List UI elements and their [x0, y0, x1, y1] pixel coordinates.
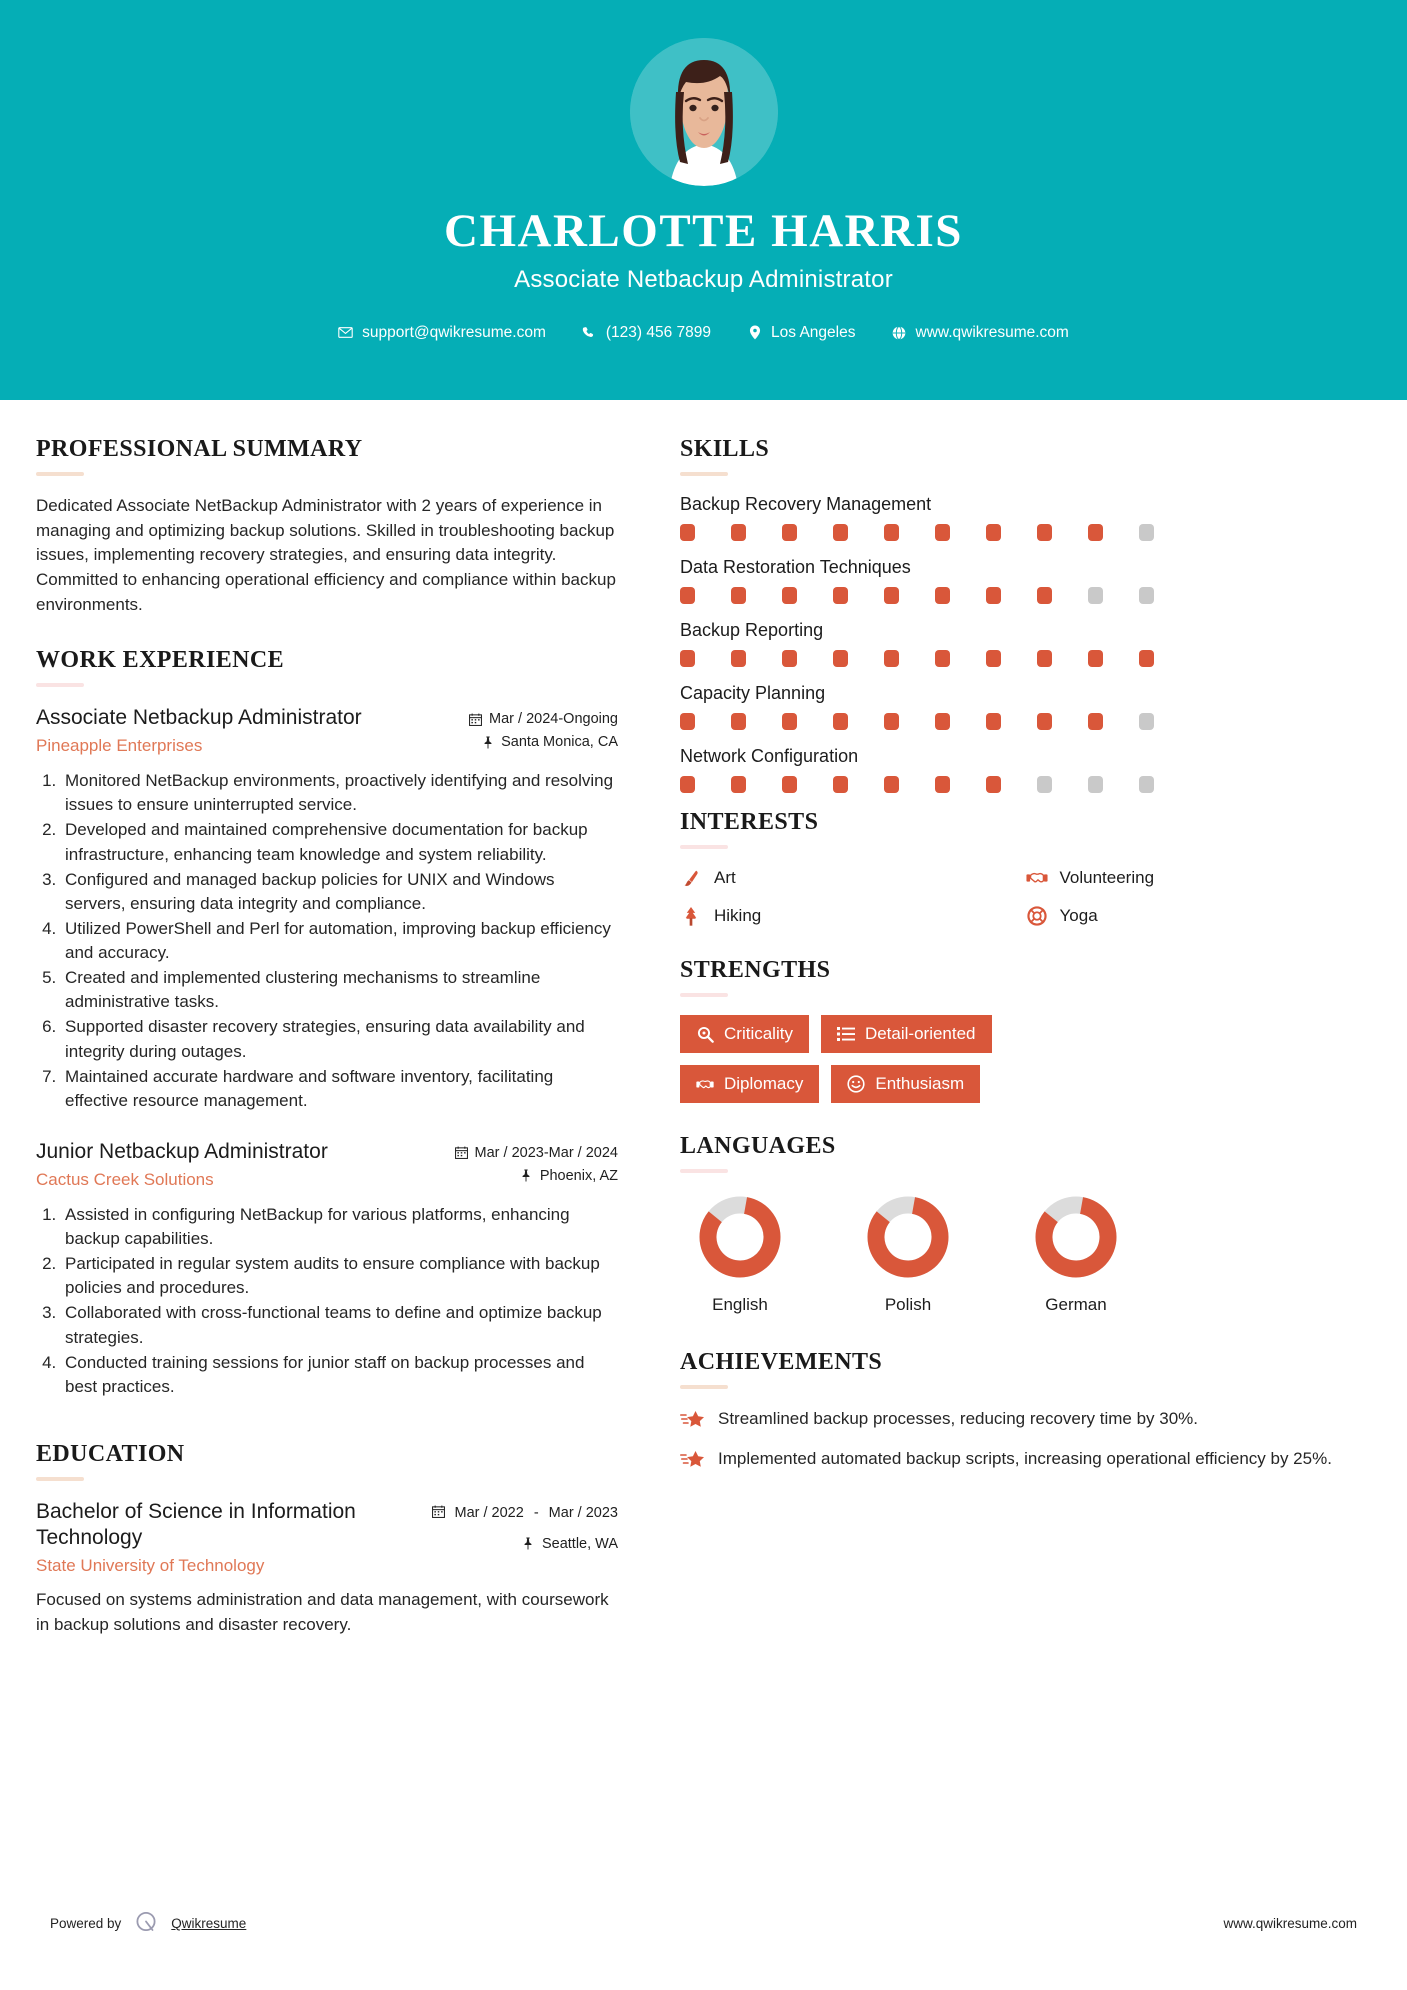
interest-item [680, 905, 1026, 927]
strengths-list [680, 1015, 1100, 1103]
skill-dot [935, 713, 950, 730]
experience-dates-text: Mar / 2023-Mar / 2024 [474, 1144, 618, 1161]
skill-label: Capacity Planning [680, 683, 826, 703]
section-rule [36, 683, 84, 687]
qwikresume-logo-icon [133, 1909, 159, 1938]
strength-chip-detail-oriented [821, 1015, 992, 1053]
resume-body [0, 400, 1407, 1638]
language-donut-chart [694, 1191, 786, 1283]
skill-dot [1037, 713, 1052, 730]
avatar-photo [630, 38, 778, 186]
skill-dot [680, 776, 695, 793]
skill-rating [680, 587, 1371, 604]
skill-dot [833, 713, 848, 730]
skill-dot [986, 713, 1001, 730]
education-date-end: Mar / 2023 [548, 1505, 618, 1522]
skill-dot [986, 650, 1001, 667]
achievement-text: Implemented automated backup scripts, increasing operational efficiency by 25%. [718, 1449, 1332, 1468]
language-donut-chart [862, 1191, 954, 1283]
achievement-item [680, 1447, 1371, 1473]
pushpin-icon [522, 1537, 535, 1551]
skill-dot [884, 650, 899, 667]
education-dates [432, 1505, 619, 1522]
footer-url: www.qwikresume.com [1223, 1916, 1357, 1931]
strength-chip-enthusiasm [831, 1065, 980, 1103]
list-item: 4. Conducted training sessions for junior staff on backup processes and best practices. [61, 1351, 618, 1399]
education-date-separator: - [533, 1505, 539, 1522]
language-item [1016, 1191, 1136, 1315]
skill-dot [1037, 776, 1052, 793]
contact-phone[interactable] [582, 324, 711, 342]
list-item: 1. Assisted in configuring NetBackup for various platforms, enhancing backup capabilities. [61, 1203, 618, 1251]
skill-dot [935, 776, 950, 793]
language-item [848, 1191, 968, 1315]
list-item: 1. Monitored NetBackup environments, proactively identifying and resolving issues to ensure uninterrupted service. [61, 769, 618, 817]
pushpin-icon [481, 735, 494, 749]
language-label: German [1045, 1295, 1107, 1314]
skill-rating [680, 524, 1371, 541]
smiley-icon [847, 1075, 865, 1093]
shooting-star-icon [680, 1409, 704, 1433]
resume-header [0, 0, 1407, 400]
education-location [432, 1536, 619, 1552]
skill-dot [884, 713, 899, 730]
language-label: English [712, 1295, 768, 1314]
skill-dot [1037, 650, 1052, 667]
experience-location-text: Santa Monica, CA [501, 734, 618, 751]
section-rule [680, 1169, 728, 1173]
experience-company: Cactus Creek Solutions [36, 1170, 214, 1190]
contact-row [0, 324, 1407, 342]
list-item: 7. Maintained accurate hardware and software inventory, facilitating effective resource management. [61, 1065, 618, 1113]
skill-dot [1139, 713, 1154, 730]
skill-dot [833, 524, 848, 541]
contact-phone-text: (123) 456 7899 [605, 323, 712, 341]
globe-icon [892, 325, 907, 340]
strength-label: Detail-oriented [864, 1024, 976, 1043]
powered-by-block [50, 1909, 246, 1938]
skill-dot [1139, 524, 1154, 541]
section-title-strengths: STRENGTHS [680, 957, 831, 983]
education-entry [36, 1499, 618, 1638]
section-rule [680, 1385, 728, 1389]
page-title: CHARLOTTE HARRIS [444, 205, 963, 257]
education-entry-head [36, 1499, 618, 1577]
shooting-star-icon [680, 1449, 704, 1473]
section-title-work-experience: WORK EXPERIENCE [36, 647, 285, 674]
skill-dot [1088, 650, 1103, 667]
skill-dot [833, 587, 848, 604]
skill-dot [782, 524, 797, 541]
list-item: 6. Supported disaster recovery strategies, ensuring data availability and integrity during outages. [61, 1015, 618, 1063]
strength-label: Diplomacy [724, 1074, 804, 1093]
skill-dot [731, 776, 746, 793]
interests-list [680, 867, 1371, 927]
contact-email[interactable] [338, 324, 546, 342]
experience-duty-list [36, 1203, 618, 1399]
interest-label: Volunteering [1059, 868, 1155, 887]
experience-entry-head [36, 1139, 618, 1191]
skill-dot [1139, 776, 1154, 793]
interest-label: Art [714, 868, 736, 887]
experience-meta [469, 705, 618, 757]
achievement-item [680, 1407, 1371, 1433]
skill-label: Backup Recovery Management [680, 494, 932, 514]
handshake-icon [696, 1075, 714, 1093]
skill-dot [1088, 713, 1103, 730]
experience-meta [455, 1139, 618, 1191]
skill-item [680, 620, 1371, 667]
magnifier-icon [696, 1025, 714, 1043]
qwikresume-link[interactable]: Qwikresume [171, 1916, 247, 1931]
experience-duty-list [36, 769, 618, 1113]
section-title-professional-summary: PROFESSIONAL SUMMARY [36, 436, 363, 462]
tree-icon [680, 905, 702, 927]
education-description: Focused on systems administration and data management, with coursework in backup solutions and disaster recovery. [36, 1590, 609, 1635]
skill-dot [731, 524, 746, 541]
experience-entry [36, 1139, 618, 1399]
lifebuoy-icon [1026, 905, 1048, 927]
interest-item [1026, 905, 1372, 927]
strength-chip-diplomacy [680, 1065, 819, 1103]
skill-label: Data Restoration Techniques [680, 557, 911, 577]
strength-label: Criticality [724, 1024, 793, 1043]
experience-dates-text: Mar / 2024-Ongoing [489, 711, 618, 728]
skill-dot [731, 713, 746, 730]
skill-dot [884, 776, 899, 793]
skills-list [680, 494, 1371, 793]
experience-location-text: Phoenix, AZ [539, 1167, 618, 1184]
skill-dot [680, 587, 695, 604]
skill-dot [680, 524, 695, 541]
skill-label: Network Configuration [680, 746, 859, 766]
experience-dates [455, 1145, 618, 1161]
skill-dot [1037, 587, 1052, 604]
skill-rating [680, 650, 1371, 667]
section-title-languages: LANGUAGES [680, 1133, 836, 1159]
experience-company: Pineapple Enterprises [36, 736, 203, 756]
language-label: Polish [884, 1295, 932, 1314]
education-date-start: Mar / 2022 [454, 1505, 524, 1522]
interest-item [680, 867, 1026, 889]
skill-dot [884, 587, 899, 604]
section-title-interests: INTERESTS [680, 809, 819, 835]
skill-item [680, 683, 1371, 730]
skill-dot [782, 650, 797, 667]
skill-item [680, 746, 1371, 793]
skill-dot [986, 587, 1001, 604]
skill-item [680, 557, 1371, 604]
contact-email-text: support@qwikresume.com [362, 323, 546, 341]
powered-by-label: Powered by [50, 1916, 122, 1931]
section-rule [36, 1477, 84, 1481]
avatar [630, 38, 778, 186]
professional-summary-text: Dedicated Associate NetBackup Administrator with 2 years of experience in managing and optimizing backup solutions. Skilled in troubleshooting backup issues, implementing recovery strategies, and ensuring data integrity. Committed to enhancing operational efficiency and compliance within backup environments. [36, 496, 616, 614]
interest-label: Yoga [1059, 906, 1098, 925]
skill-dot [1088, 524, 1103, 541]
skill-dot [1037, 524, 1052, 541]
strength-chip-criticality [680, 1015, 809, 1053]
calendar-icon [455, 1146, 468, 1160]
skill-rating [680, 776, 1371, 793]
section-rule [36, 472, 84, 476]
section-title-skills: SKILLS [680, 436, 770, 462]
list-item: 2. Participated in regular system audits to ensure compliance with backup policies and procedures. [61, 1252, 618, 1300]
achievements-list [680, 1407, 1371, 1473]
interest-label: Hiking [714, 906, 762, 925]
skill-dot [680, 713, 695, 730]
skill-dot [833, 650, 848, 667]
skill-dot [782, 776, 797, 793]
skill-dot [731, 650, 746, 667]
skill-dot [935, 650, 950, 667]
education-meta [432, 1499, 619, 1559]
education-degree: Bachelor of Science in Information Technology [36, 1499, 356, 1550]
skill-dot [935, 587, 950, 604]
section-rule [680, 472, 728, 476]
skill-dot [1088, 587, 1103, 604]
handshake-icon [1026, 867, 1048, 889]
language-item [680, 1191, 800, 1315]
education-school: State University of Technology [36, 1556, 265, 1576]
experience-job-title: Junior Netbackup Administrator [36, 1139, 328, 1163]
achievement-text: Streamlined backup processes, reducing recovery time by 30%. [718, 1409, 1199, 1428]
paintbrush-icon [680, 867, 702, 889]
skill-dot [782, 587, 797, 604]
header-job-title: Associate Netbackup Administrator [514, 265, 893, 293]
skill-dot [1139, 650, 1154, 667]
skill-dot [935, 524, 950, 541]
calendar-icon [469, 712, 482, 726]
experience-entry-head [36, 705, 618, 757]
contact-location [747, 324, 855, 342]
phone-icon [582, 325, 597, 340]
skill-dot [833, 776, 848, 793]
interest-item [1026, 867, 1372, 889]
location-pin-icon [747, 325, 762, 340]
skill-dot [986, 776, 1001, 793]
skill-dot [986, 524, 1001, 541]
section-rule [680, 993, 728, 997]
contact-location-text: Los Angeles [771, 323, 856, 341]
language-donut-chart [1030, 1191, 1122, 1283]
list-item: 4. Utilized PowerShell and Perl for automation, improving backup efficiency and accuracy. [61, 917, 618, 965]
experience-job-title: Associate Netbackup Administrator [36, 706, 362, 730]
skill-dot [680, 650, 695, 667]
languages-list [680, 1191, 1371, 1315]
list-item: 5. Created and implemented clustering mechanisms to streamline administrative tasks. [61, 966, 618, 1014]
skill-item [680, 494, 1371, 541]
skill-dot [884, 524, 899, 541]
section-rule [680, 845, 728, 849]
strength-label: Enthusiasm [875, 1074, 965, 1093]
education-location-text: Seattle, WA [541, 1535, 618, 1552]
left-column [36, 400, 646, 1638]
envelope-icon [338, 325, 353, 340]
footer [0, 1909, 1407, 1938]
experience-dates [469, 711, 618, 727]
list-icon [837, 1025, 855, 1043]
skill-rating [680, 713, 1371, 730]
experience-entry [36, 705, 618, 1113]
experience-location [455, 1168, 618, 1184]
contact-website-text: www.qwikresume.com [915, 323, 1069, 341]
section-title-education: EDUCATION [36, 1440, 185, 1467]
experience-location [469, 734, 618, 750]
list-item: 2. Developed and maintained comprehensive documentation for backup infrastructure, enhancing team knowledge and system reliability. [61, 818, 618, 866]
skill-dot [1088, 776, 1103, 793]
calendar-icon [432, 1505, 445, 1522]
section-title-achievements: ACHIEVEMENTS [680, 1349, 883, 1375]
contact-website[interactable] [892, 324, 1069, 342]
skill-dot [731, 587, 746, 604]
skill-dot [782, 713, 797, 730]
pushpin-icon [520, 1169, 533, 1183]
right-column [646, 400, 1371, 1638]
skill-dot [1139, 587, 1154, 604]
list-item: 3. Configured and managed backup policies for UNIX and Windows servers, ensuring data integrity and compliance. [61, 868, 618, 916]
list-item: 3. Collaborated with cross-functional teams to define and optimize backup strategies. [61, 1301, 618, 1349]
skill-label: Backup Reporting [680, 620, 824, 640]
